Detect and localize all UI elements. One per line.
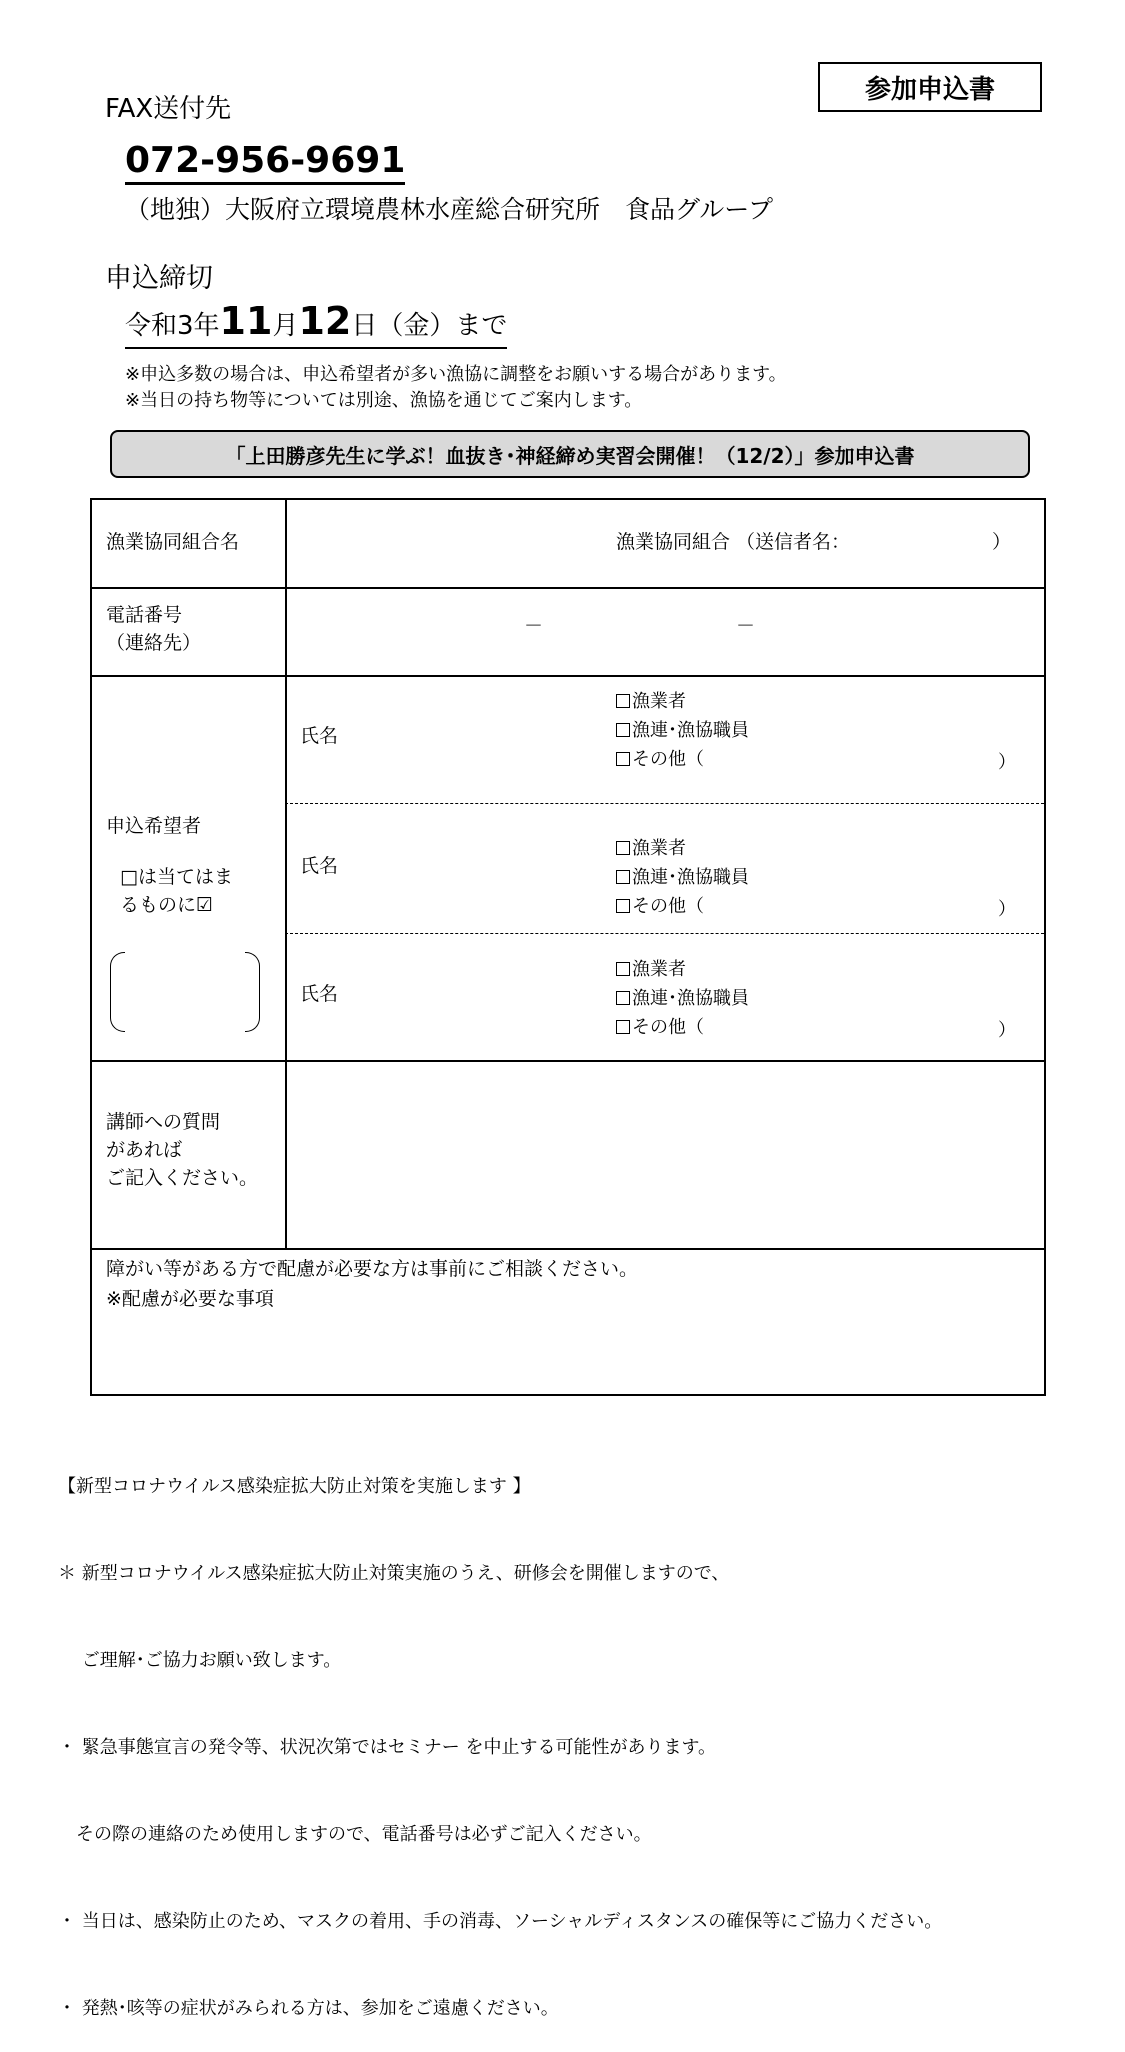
- checkbox-fisher[interactable]: 漁業者: [616, 955, 686, 984]
- checkbox-icon[interactable]: [616, 899, 630, 913]
- fax-number: 072-956-9691: [125, 140, 405, 185]
- other-close: ）: [998, 899, 1016, 920]
- care-text: 障がい等がある方で配慮が必要な方は事前にご相談ください。: [106, 1258, 639, 1280]
- column-divider: [285, 500, 287, 1250]
- footer-line: ・ 当日は、感染防止のため、マスクの着用、手の消毒、ソーシャルディスタンスの確保等にご協力ください。: [58, 1911, 943, 1932]
- fax-label: FAX送付先: [105, 94, 232, 124]
- footer-line: ご理解･ご協力お願い致します。: [58, 1650, 342, 1671]
- checkbox-icon[interactable]: [616, 962, 630, 976]
- footer-line: ＊ 新型コロナウイルス感染症拡大防止対策実施のうえ、研修会を開催しますので、: [58, 1563, 730, 1584]
- row-divider: [92, 587, 1044, 589]
- question-label: ご記入ください。: [106, 1167, 259, 1189]
- name-label: 氏名: [300, 983, 339, 1005]
- right-bracket: [245, 952, 260, 1032]
- checkbox-other[interactable]: その他（: [616, 745, 704, 774]
- deadline: [125, 300, 507, 349]
- applicant-hint: るものに☑: [120, 894, 214, 916]
- application-form: [90, 498, 1046, 1396]
- footer-line: 【新型コロナウイルス感染症拡大防止対策を実施します 】: [58, 1476, 531, 1497]
- coop-label: 漁業協同組合名: [106, 531, 240, 553]
- checkbox-fisher[interactable]: 漁業者: [616, 834, 686, 863]
- checkbox-icon[interactable]: [616, 841, 630, 855]
- row-divider-dashed: [285, 933, 1044, 934]
- checkbox-other[interactable]: その他（: [616, 892, 704, 921]
- coop-close: ）: [992, 531, 1012, 553]
- footer-line: ・ 緊急事態宣言の発令等、状況次第ではセミナー を中止する可能性があります。: [58, 1737, 716, 1758]
- care-note: ※配慮が必要な事項: [106, 1288, 274, 1310]
- checkbox-icon[interactable]: [616, 694, 630, 708]
- form-title: 参加申込書: [818, 62, 1042, 112]
- left-bracket: [110, 952, 125, 1032]
- name-label: 氏名: [300, 855, 339, 877]
- deadline-label: 申込締切: [105, 263, 213, 294]
- question-input[interactable]: [292, 1066, 1032, 1236]
- row-divider-dashed: [285, 803, 1044, 804]
- checkbox-other[interactable]: その他（: [616, 1013, 704, 1042]
- footer-notes: [58, 1414, 942, 2052]
- applicant-hint: □は当てはま: [120, 866, 233, 888]
- checkbox-icon[interactable]: [616, 870, 630, 884]
- footer-line: その際の連絡のため使用しますので、電話番号は必ずご記入ください。: [58, 1824, 652, 1845]
- bracket-box: [110, 952, 260, 1030]
- question-label: 講師への質問: [106, 1111, 221, 1133]
- deadline-suffix: 日（金）まで: [351, 311, 508, 341]
- question-label: があれば: [106, 1139, 183, 1161]
- applicant-label: 申込希望者: [106, 815, 202, 837]
- row-divider: [92, 1060, 1044, 1062]
- other-close: ）: [998, 1020, 1016, 1041]
- row-divider: [92, 1248, 1044, 1250]
- deadline-month: 11: [219, 299, 273, 343]
- phone-dash: －: [736, 615, 756, 637]
- coop-field[interactable]: 漁業協同組合 （送信者名：: [616, 531, 851, 553]
- checkbox-staff[interactable]: 漁連･漁協職員: [616, 863, 749, 892]
- phone-dash: －: [524, 615, 544, 637]
- note-line: ※申込多数の場合は、申込希望者が多い漁協に調整をお願いする場合があります。: [125, 364, 787, 385]
- checkbox-icon[interactable]: [616, 991, 630, 1005]
- deadline-month-unit: 月: [272, 311, 299, 341]
- checkbox-staff[interactable]: 漁連･漁協職員: [616, 984, 749, 1013]
- footer-line: ・ 発熱･咳等の症状がみられる方は、参加をご遠慮ください。: [58, 1998, 559, 2019]
- row-divider: [92, 675, 1044, 677]
- event-banner: 「上田勝彦先生に学ぶ！血抜き･神経締め実習会開催！（12/2）」参加申込書: [110, 430, 1030, 478]
- deadline-prefix: 令和3年: [125, 311, 220, 341]
- checkbox-icon[interactable]: [616, 1020, 630, 1034]
- phone-label-sub: （連絡先）: [106, 632, 202, 654]
- other-close: ）: [998, 752, 1016, 773]
- deadline-day: 12: [298, 299, 352, 343]
- checkbox-icon[interactable]: [616, 752, 630, 766]
- checkbox-fisher[interactable]: 漁業者: [616, 687, 686, 716]
- note-line: ※当日の持ち物等については別途、漁協を通じてご案内します。: [125, 390, 643, 411]
- notes: [125, 362, 787, 414]
- organization: （地独）大阪府立環境農林水産総合研究所 食品グループ: [125, 195, 774, 224]
- checkbox-icon[interactable]: [616, 723, 630, 737]
- checkbox-staff[interactable]: 漁連･漁協職員: [616, 716, 749, 745]
- name-label: 氏名: [300, 725, 339, 747]
- phone-label: 電話番号: [106, 604, 183, 626]
